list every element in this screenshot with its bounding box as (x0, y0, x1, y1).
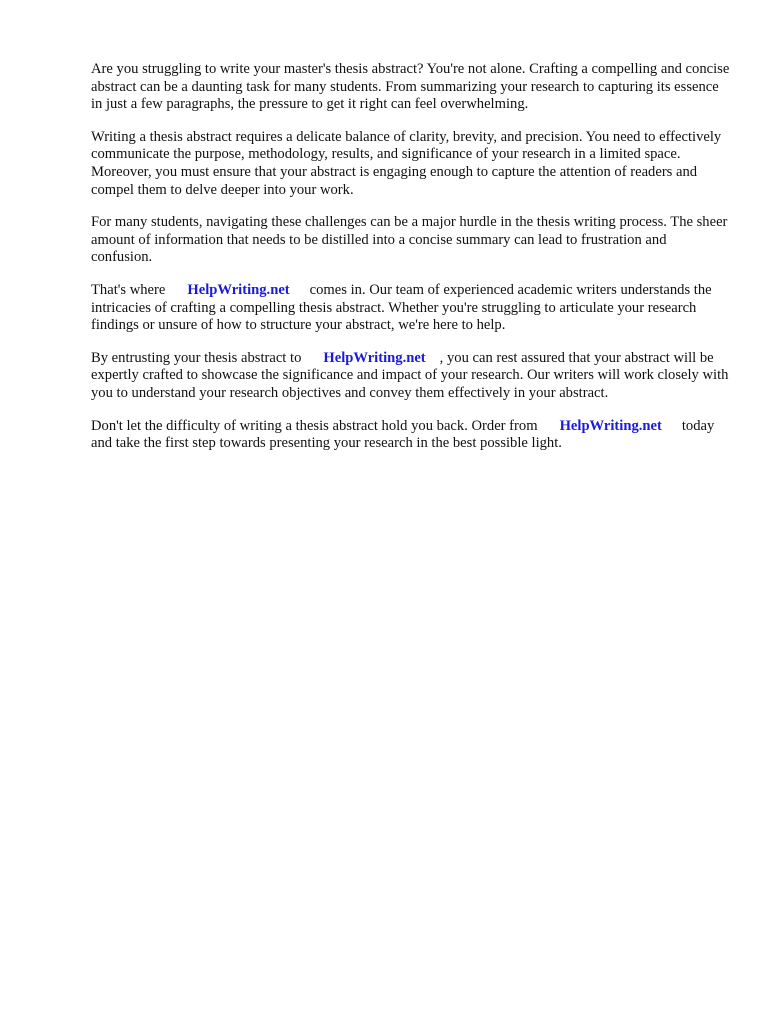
helpwriting-link[interactable]: HelpWriting.net (187, 281, 290, 298)
helpwriting-link[interactable]: HelpWriting.net (323, 349, 426, 366)
paragraph-intro (91, 61, 731, 114)
document-body (91, 61, 731, 468)
paragraph-entrusting (91, 350, 731, 403)
paragraph-text-before: That's where (91, 281, 166, 298)
paragraph-text-after: , you can rest assured that your abstract will be expertly crafted to showcase the significance and impact of your research. Our writers will work closely with you to understand your research objectives and convey them effectively in your abstract. (91, 349, 729, 401)
paragraph-text: Are you struggling to write your master's thesis abstract? You're not alone. Crafting a compelling and concise abstract can be a daunting task for many students. From summarizing your research to capturing its essence in just a few paragraphs, the pressure to get it right can feel overwhelming. (91, 61, 730, 113)
paragraph-requirements (91, 129, 731, 199)
paragraph-text-after: comes in. Our team of experienced academic writers understands the intricacies of crafting a compelling thesis abstract. Whether you're struggling to articulate your research findings or unsure of how to structure your abstract, we're here to help. (91, 281, 712, 334)
paragraph-text-before: Don't let the difficulty of writing a thesis abstract hold you back. Order from (91, 417, 538, 434)
paragraph-text: For many students, navigating these challenges can be a major hurdle in the thesis writing process. The sheer amount of information that needs to be distilled into a concise summary can lead to frustration and confusion. (91, 214, 728, 266)
paragraph-call-to-action (91, 418, 731, 453)
paragraph-text-before: By entrusting your thesis abstract to (91, 349, 302, 366)
helpwriting-link[interactable]: HelpWriting.net (559, 417, 662, 434)
paragraph-text: Writing a thesis abstract requires a delicate balance of clarity, brevity, and precision. You need to effectively communicate the purpose, methodology, results, and significance of your research in a limited space. Moreover, you must ensure that your abstract is engaging enough to capture the attention of readers and compel them to delve deeper into your work. (91, 128, 722, 198)
paragraph-service-intro (91, 282, 731, 335)
paragraph-challenges (91, 214, 731, 267)
paragraph-text-after: today and take the first step towards presenting your research in the best possible light. (91, 417, 715, 452)
